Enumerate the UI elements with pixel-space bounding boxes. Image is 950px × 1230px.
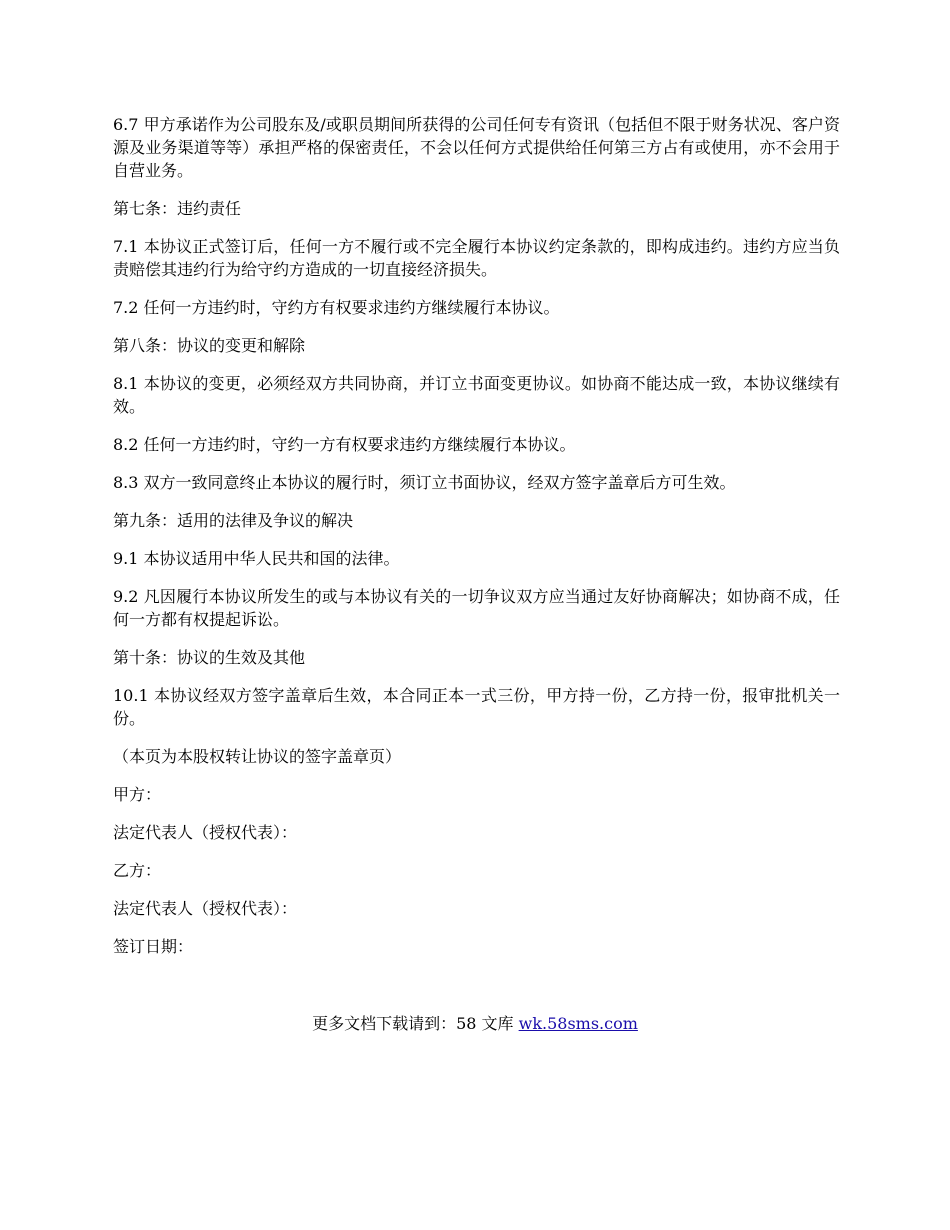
clause-6-7: 6.7 甲方承诺作为公司股东及/或职员期间所获得的公司任何专有资讯（包括但不限于财务状况、客户资源及业务渠道等等）承担严格的保密责任，不会以任何方式提供给任何第三方占有或使用，亦不会用于自营业务。 — [113, 115, 840, 180]
article-10-heading: 第十条：协议的生效及其他 — [113, 648, 306, 667]
footer-website-link[interactable]: wk.58sms.com — [518, 1014, 638, 1033]
footer-prefix-text: 更多文档下载请到：58 文库 — [312, 1014, 519, 1033]
download-footer — [0, 1012, 950, 1035]
clause-8-3: 8.3 双方一致同意终止本协议的履行时，须订立书面协议，经双方签字盖章后方可生效。 — [113, 473, 736, 492]
clause-7-2: 7.2 任何一方违约时，守约方有权要求违约方继续履行本协议。 — [113, 298, 560, 317]
clause-10-1: 10.1 本协议经双方签字盖章后生效，本合同正本一式三份，甲方持一份，乙方持一份，报审批机关一份。 — [113, 686, 840, 728]
article-9-heading: 第九条：适用的法律及争议的解决 — [113, 511, 354, 530]
clause-8-2: 8.2 任何一方违约时，守约一方有权要求违约方继续履行本协议。 — [113, 435, 576, 454]
clause-9-1: 9.1 本协议适用中华人民共和国的法律。 — [113, 549, 400, 568]
clause-9-2: 9.2 凡因履行本协议所发生的或与本协议有关的一切争议双方应当通过友好协商解决；如协商不成，任何一方都有权提起诉讼。 — [113, 587, 840, 629]
party-b-representative-label: 法定代表人（授权代表）： — [113, 899, 298, 918]
clause-7-1: 7.1 本协议正式签订后，任何一方不履行或不完全履行本协议约定条款的，即构成违约。违约方应当负责赔偿其违约行为给守约方造成的一切直接经济损失。 — [113, 237, 840, 279]
signature-page-note: （本页为本股权转让协议的签字盖章页） — [113, 747, 402, 766]
clause-8-1: 8.1 本协议的变更，必须经双方共同协商，并订立书面变更协议。如协商不能达成一致，本协议继续有效。 — [113, 374, 840, 416]
party-a-representative-label: 法定代表人（授权代表）： — [113, 823, 298, 842]
signing-date-label: 签订日期： — [113, 937, 194, 956]
document-page — [113, 113, 840, 973]
article-7-heading: 第七条：违约责任 — [113, 199, 242, 218]
article-8-heading: 第八条：协议的变更和解除 — [113, 336, 306, 355]
party-b-label: 乙方： — [113, 861, 162, 880]
party-a-label: 甲方： — [113, 785, 162, 804]
